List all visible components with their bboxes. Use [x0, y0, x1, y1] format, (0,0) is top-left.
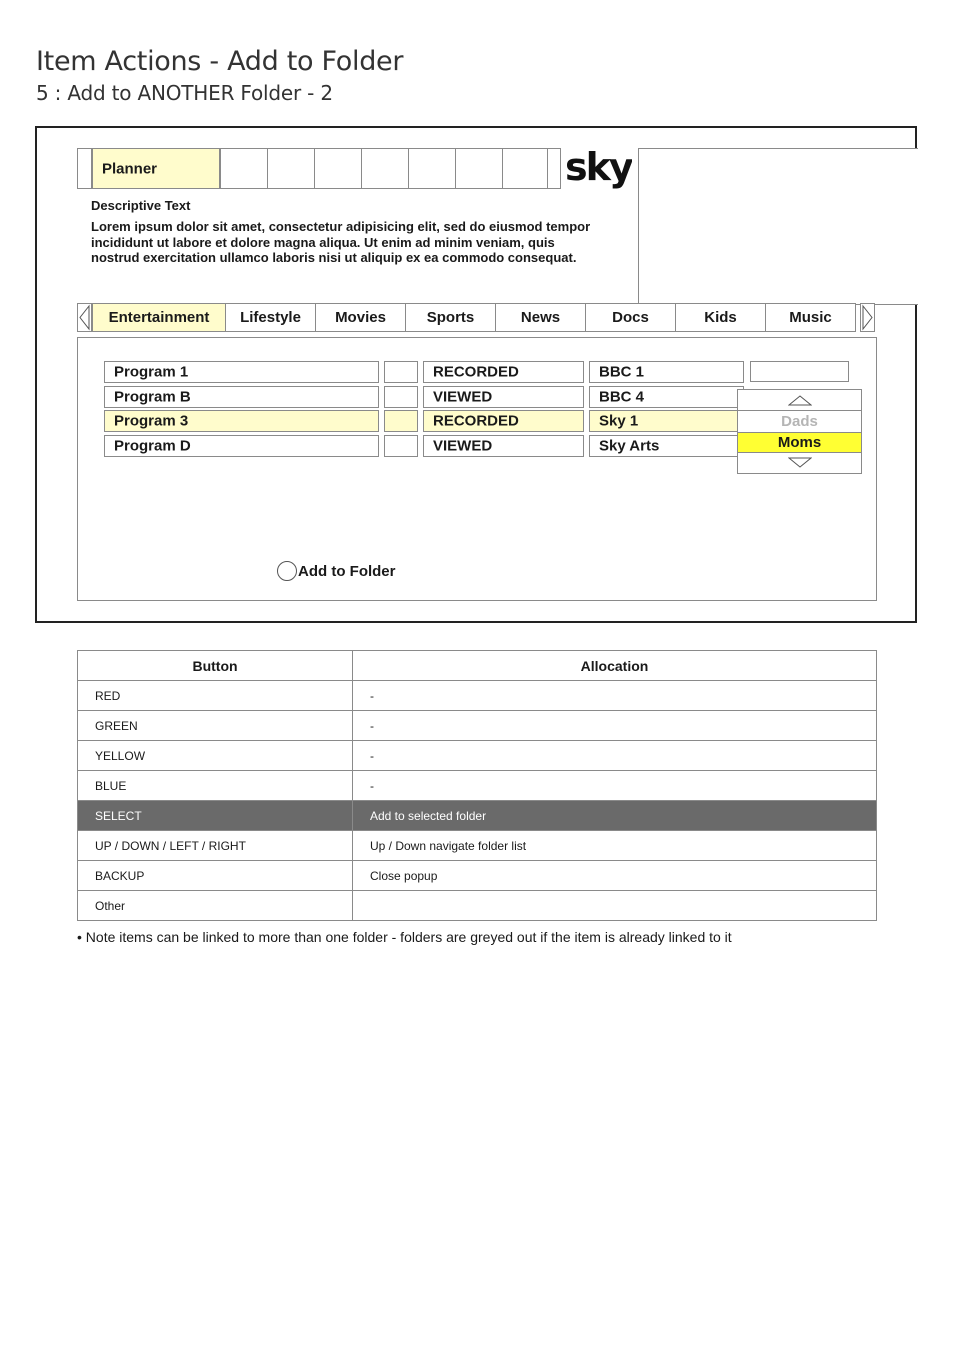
- button-name-cell: SELECT: [78, 801, 353, 831]
- radio-button-icon[interactable]: [277, 561, 297, 581]
- button-name-cell: YELLOW: [78, 741, 353, 771]
- table-row: [78, 711, 877, 741]
- program-title: Program 3: [114, 412, 189, 430]
- descriptive-line: nostrud exercitation ullamco laboris nisi ut aliquip ex ea commodo consequat.: [91, 250, 577, 265]
- page-subtitle: 5 : Add to ANOTHER Folder - 2: [36, 81, 333, 105]
- sky-logo-text: sky: [565, 148, 632, 189]
- column-header-allocation: Allocation: [353, 651, 877, 681]
- button-name-cell: BLUE: [78, 771, 353, 801]
- button-name-cell: GREEN: [78, 711, 353, 741]
- planner-slot: [408, 148, 456, 189]
- program-channel-cell: [589, 386, 744, 408]
- tab-kids[interactable]: Kids: [675, 303, 766, 332]
- program-title-cell: [104, 435, 379, 457]
- table-row: [78, 891, 877, 921]
- popup-scroll-up[interactable]: [738, 390, 861, 411]
- button-name-cell: BACKUP: [78, 861, 353, 891]
- planner-slot: [267, 148, 315, 189]
- program-channel-cell: [589, 361, 744, 383]
- program-title: Program D: [114, 437, 191, 455]
- allocation-cell: -: [353, 771, 877, 801]
- descriptive-body: [91, 219, 590, 266]
- nav-left-cap: [77, 148, 92, 189]
- allocation-cell: Up / Down navigate folder list: [353, 831, 877, 861]
- folder-popup: [737, 389, 862, 474]
- button-allocation-table: [77, 650, 877, 921]
- program-title-cell: [104, 410, 379, 432]
- program-icon-cell: [384, 361, 418, 383]
- planner-tab-label: Planner: [102, 160, 158, 177]
- allocation-cell: -: [353, 681, 877, 711]
- program-title: Program B: [114, 388, 191, 406]
- program-channel-cell: [589, 435, 744, 457]
- preview-window: [638, 148, 918, 305]
- program-channel: Sky Arts: [599, 437, 660, 455]
- tab-sports[interactable]: Sports: [405, 303, 496, 332]
- button-name-cell: RED: [78, 681, 353, 711]
- button-name-cell: UP / DOWN / LEFT / RIGHT: [78, 831, 353, 861]
- program-status-cell: [423, 361, 584, 383]
- triangle-right-icon: [861, 304, 874, 331]
- program-status-cell: [423, 386, 584, 408]
- descriptive-title: Descriptive Text: [91, 198, 191, 213]
- program-icon-cell: [384, 410, 418, 432]
- program-title: Program 1: [114, 363, 189, 381]
- program-status: VIEWED: [433, 388, 493, 406]
- table-header-row: [78, 651, 877, 681]
- tab-docs[interactable]: Docs: [585, 303, 676, 332]
- program-icon-cell: [384, 435, 418, 457]
- planner-slot: [455, 148, 503, 189]
- allocation-cell: -: [353, 741, 877, 771]
- column-header-button: Button: [78, 651, 353, 681]
- descriptive-line: incididunt ut labore et dolore magna aliqua. Ut enim ad minim veniam, quis: [91, 234, 555, 250]
- tab-news[interactable]: News: [495, 303, 586, 332]
- allocation-cell: Add to selected folder: [353, 801, 877, 831]
- program-channel-cell: [589, 410, 744, 432]
- button-name-cell: Other: [78, 891, 353, 921]
- allocation-cell: [353, 891, 877, 921]
- descriptive-line: Lorem ipsum dolor sit amet, consectetur adipisicing elit, sed do eiusmod tempor: [91, 219, 591, 234]
- tab-movies[interactable]: Movies: [315, 303, 406, 332]
- tabs-scroll-right[interactable]: [860, 303, 875, 332]
- table-row: [78, 861, 877, 891]
- add-to-folder-label[interactable]: Add to Folder: [298, 563, 396, 580]
- sky-logo: [564, 148, 632, 190]
- folder-item-dads[interactable]: Dads: [781, 413, 818, 430]
- tab-music[interactable]: Music: [765, 303, 856, 332]
- tab-entertainment[interactable]: Entertainment: [92, 303, 226, 332]
- planner-slot: [547, 148, 561, 189]
- folder-item-moms[interactable]: Moms: [738, 432, 861, 453]
- chevron-up-icon: [788, 394, 812, 406]
- triangle-left-icon: [78, 304, 91, 331]
- planner-slot: [314, 148, 362, 189]
- program-status: RECORDED: [433, 363, 519, 381]
- allocation-cell: Close popup: [353, 861, 877, 891]
- program-status-cell: [423, 410, 584, 432]
- chevron-down-icon: [788, 457, 812, 469]
- planner-slot: [502, 148, 550, 189]
- table-row: [78, 801, 877, 831]
- program-icon-cell: [384, 386, 418, 408]
- program-channel: Sky 1: [599, 412, 639, 430]
- program-channel: BBC 1: [599, 363, 645, 381]
- program-status: VIEWED: [433, 437, 493, 455]
- tabs-scroll-left[interactable]: [77, 303, 92, 332]
- allocation-cell: -: [353, 711, 877, 741]
- program-status-cell: [423, 435, 584, 457]
- table-row: [78, 771, 877, 801]
- program-channel: BBC 4: [599, 388, 645, 406]
- footnote: • Note items can be linked to more than one folder - folders are greyed out if the item is already linked to it: [77, 929, 732, 945]
- planner-tab[interactable]: [92, 148, 220, 189]
- planner-slot: [361, 148, 409, 189]
- table-row: [78, 831, 877, 861]
- program-title-cell: [104, 361, 379, 383]
- planner-slot: [220, 148, 268, 189]
- table-row: [78, 681, 877, 711]
- page-title: Item Actions - Add to Folder: [36, 46, 404, 77]
- tab-lifestyle[interactable]: Lifestyle: [225, 303, 316, 332]
- table-row: [78, 741, 877, 771]
- folder-column-cell: [750, 361, 849, 382]
- popup-scroll-down[interactable]: [738, 453, 861, 473]
- program-status: RECORDED: [433, 412, 519, 430]
- program-title-cell: [104, 386, 379, 408]
